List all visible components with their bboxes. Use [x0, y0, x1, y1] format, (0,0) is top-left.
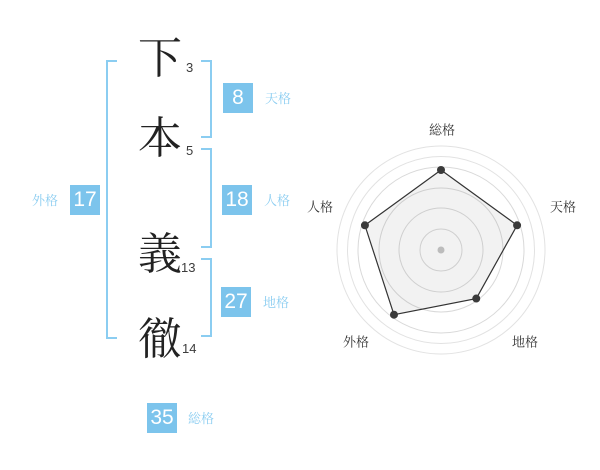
radar-axis-label: 総格	[428, 122, 456, 138]
radar-axis-label: 外格	[342, 334, 370, 350]
gaikaku-badge: 17	[70, 185, 100, 215]
tenkaku-badge: 8	[223, 83, 253, 113]
stroke-count-2: 5	[186, 143, 194, 158]
radar-axis-label: 人格	[306, 199, 334, 215]
chikaku-label: 地格	[263, 295, 290, 310]
gaikaku-bracket	[106, 60, 117, 339]
name-char-1: 下	[138, 34, 182, 83]
soukaku-badge: 35	[147, 403, 177, 433]
tenkaku-bracket	[201, 60, 212, 138]
radar-axis-label: 地格	[511, 334, 539, 350]
gaikaku-label: 外格	[32, 193, 59, 208]
stroke-count-4: 14	[182, 341, 197, 356]
stroke-count-3: 13	[181, 260, 196, 275]
soukaku-label: 総格	[188, 411, 215, 426]
chikaku-badge: 27	[221, 287, 251, 317]
name-char-2: 本	[138, 114, 182, 163]
radar-axis-label: 天格	[549, 199, 577, 215]
name-char-3: 義	[138, 230, 182, 279]
name-char-4: 徹	[138, 315, 182, 364]
jinkaku-badge: 18	[222, 185, 252, 215]
tenkaku-label: 天格	[265, 91, 292, 106]
jinkaku-label: 人格	[264, 193, 291, 208]
stroke-count-1: 3	[186, 60, 194, 75]
jinkaku-bracket	[201, 148, 212, 248]
radar-chart	[300, 100, 600, 370]
chikaku-bracket	[201, 258, 212, 337]
